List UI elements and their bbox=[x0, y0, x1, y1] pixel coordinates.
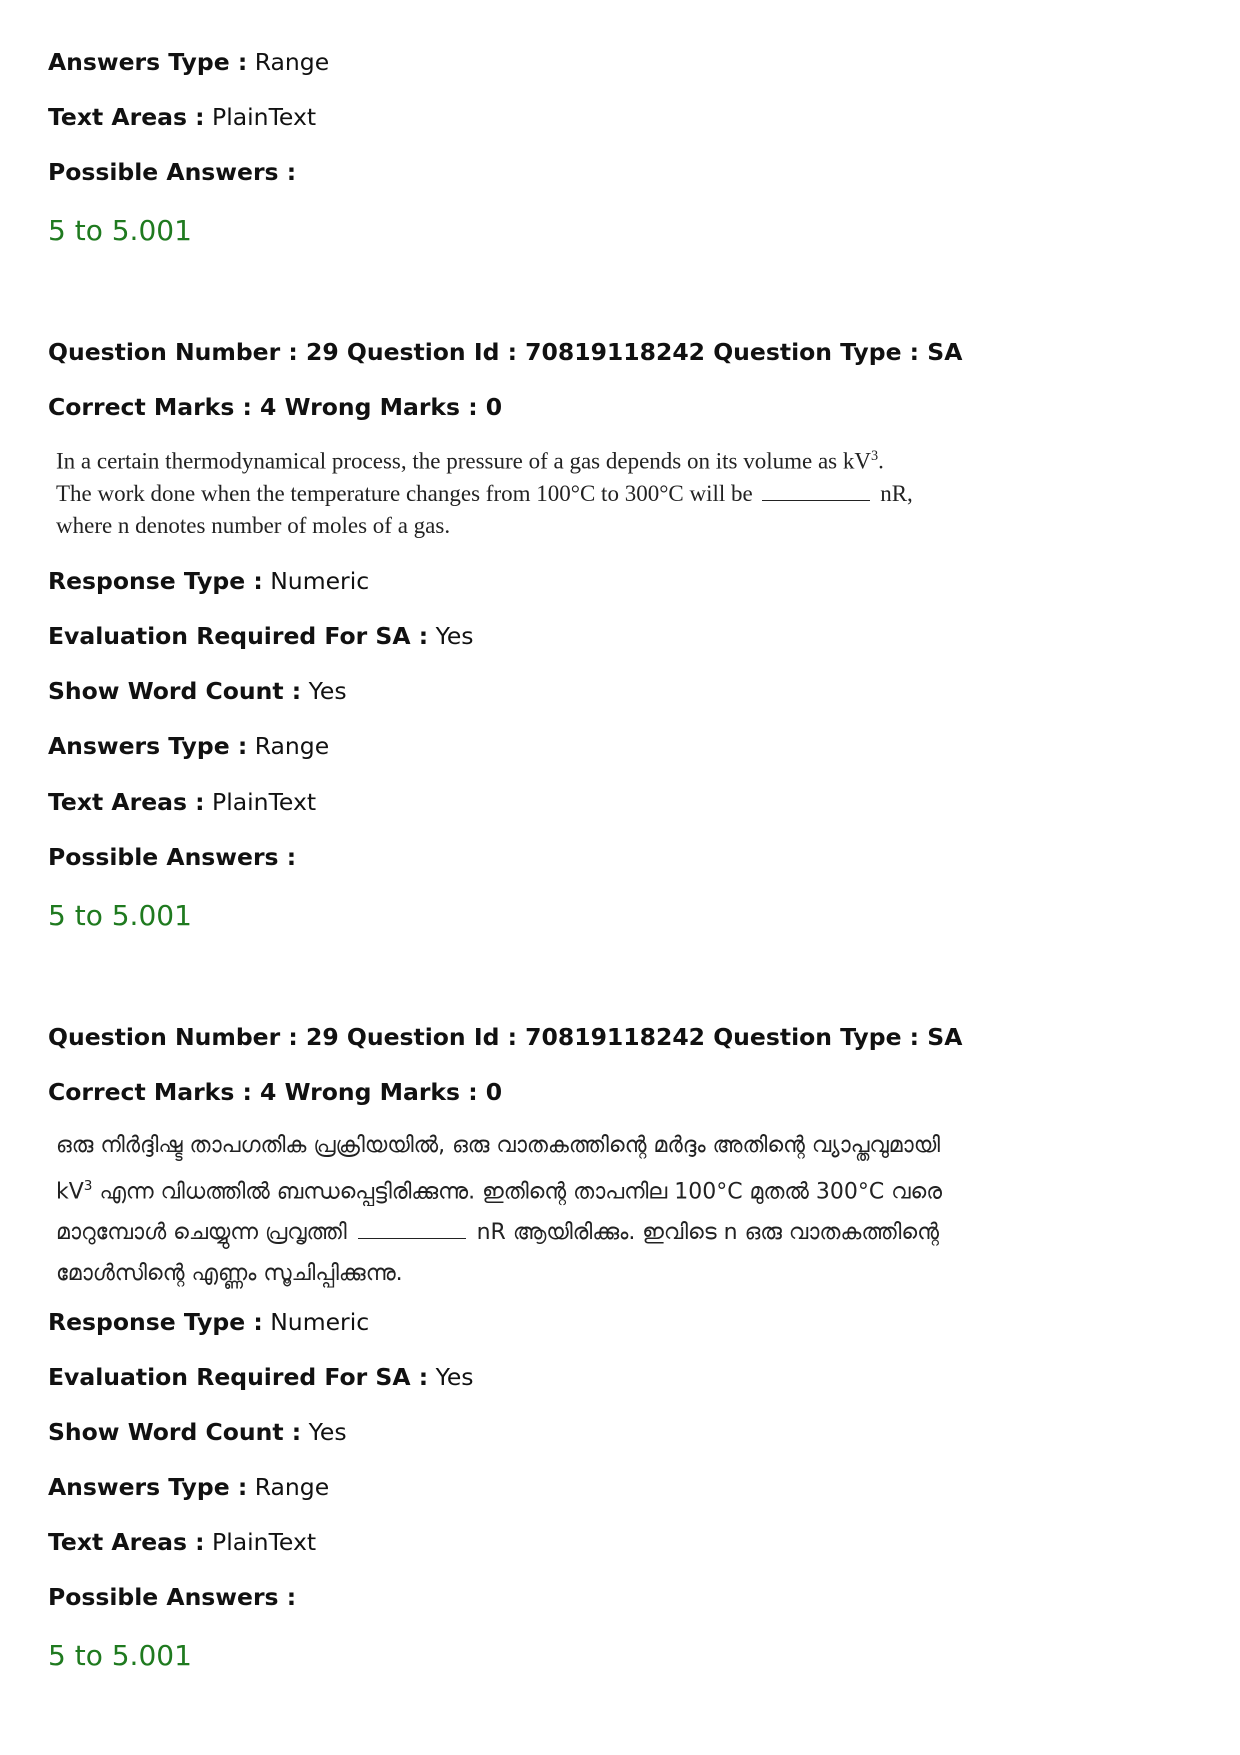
question-text-line: മാറുമ്പോൾ ചെയ്യുന്ന പ്രവൃത്തി nR ആയിരിക്കും. ഇവിടെ n ഒരു വാതകത്തിന്റെ bbox=[56, 1220, 939, 1246]
question-text-line: ഒരു നിർദ്ദിഷ്ട താപഗതിക പ്രക്രിയയിൽ, ഒരു വാതകത്തിന്റെ മർദ്ദം അതിന്റെ വ്യാപ്തവുമായി bbox=[56, 1133, 941, 1158]
answers-type-row: Answers Type : Range bbox=[48, 732, 330, 760]
possible-answers-label: Possible Answers : bbox=[48, 158, 297, 186]
evaluation-row: Evaluation Required For SA : Yes bbox=[48, 622, 474, 650]
question-header: Question Number : 29 Question Id : 70819118242 Question Type : SA bbox=[48, 338, 963, 366]
question-text-line: The work done when the temperature changes from 100°C to 300°C will be nR, bbox=[56, 480, 913, 506]
answer-blank bbox=[762, 484, 870, 501]
answers-type-value: Range bbox=[254, 48, 330, 76]
text-areas-row bbox=[48, 102, 316, 132]
possible-answer: 5 to 5.001 bbox=[48, 1639, 192, 1672]
possible-answers-row bbox=[48, 157, 296, 187]
question-text-line: $kV^3$ എന്ന വിധത്തിൽ ബന്ധപ്പെട്ടിരിക്കുന്നു. ഇതിന്റെ താപനില 100°C മുതൽ 300°C വരെ bbox=[56, 1178, 942, 1205]
question-text-line: മോൾസിന്റെ എണ്ണം സൂചിപ്പിക്കുന്നു. bbox=[56, 1261, 403, 1287]
text-areas-value: PlainText bbox=[212, 103, 317, 131]
word-count-row: Show Word Count : Yes bbox=[48, 677, 347, 705]
possible-answer: 5 to 5.001 bbox=[48, 899, 192, 932]
answer-blank bbox=[358, 1222, 466, 1239]
possible-answers-row: Possible Answers : bbox=[48, 843, 297, 871]
question-text-line: where n denotes number of moles of a gas. bbox=[56, 512, 451, 538]
question-text-english bbox=[56, 440, 956, 542]
evaluation-row: Evaluation Required For SA : Yes bbox=[48, 1363, 474, 1391]
question-text-malayalam bbox=[56, 1125, 956, 1294]
question-marks: Correct Marks : 4 Wrong Marks : 0 bbox=[48, 393, 503, 421]
possible-answers-row: Possible Answers : bbox=[48, 1583, 297, 1611]
response-type-row: Response Type : Numeric bbox=[48, 1308, 370, 1336]
text-areas-label: Text Areas : bbox=[48, 103, 205, 131]
response-type-row: Response Type : Numeric bbox=[48, 567, 370, 595]
answers-type-label: Answers Type : bbox=[48, 48, 248, 76]
question-marks: Correct Marks : 4 Wrong Marks : 0 bbox=[48, 1078, 503, 1106]
text-areas-row: Text Areas : PlainText bbox=[48, 1528, 317, 1556]
answers-type-row: Answers Type : Range bbox=[48, 1473, 330, 1501]
text-areas-row: Text Areas : PlainText bbox=[48, 788, 317, 816]
answers-type-row bbox=[48, 47, 329, 77]
question-header: Question Number : 29 Question Id : 70819118242 Question Type : SA bbox=[48, 1023, 963, 1051]
word-count-row: Show Word Count : Yes bbox=[48, 1418, 347, 1446]
possible-answer: 5 to 5.001 bbox=[48, 214, 192, 247]
question-text-line: In a certain thermodynamical process, the pressure of a gas depends on its volume as $kV^3$. bbox=[56, 448, 884, 474]
